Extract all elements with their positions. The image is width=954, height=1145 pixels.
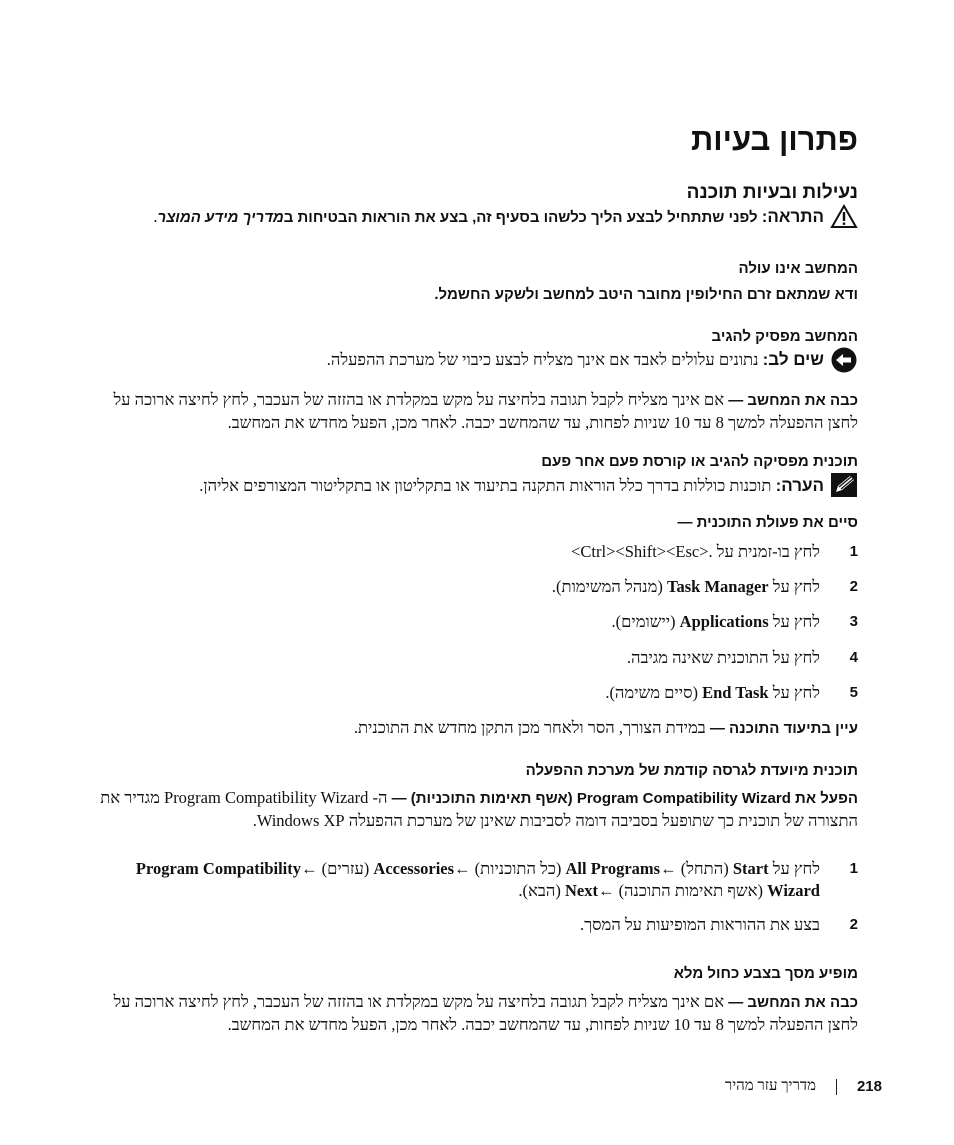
step-number: 4 xyxy=(849,649,858,666)
wizard-step-1 xyxy=(90,858,858,902)
next-he: (הבא). xyxy=(518,881,565,900)
arrow-icon: ← xyxy=(597,881,615,900)
doc-text: במידת הצורך, הסר ולאחר מכן התקן מחדש את התוכנית. xyxy=(353,718,710,737)
step-4 xyxy=(90,647,858,669)
step-text-end: (יישומים). xyxy=(611,612,680,631)
stops-lead: כבה את המחשב — xyxy=(728,392,858,409)
all-programs-label: All Programs xyxy=(565,859,661,878)
all-programs-he: (כל התוכניות) xyxy=(470,859,566,878)
step-ui-term: Task Manager xyxy=(666,577,769,596)
arrow-icon: ← xyxy=(660,859,677,878)
old-os-paragraph xyxy=(90,787,858,832)
notice-hand-icon xyxy=(830,346,858,379)
guide-title: מדריך עזר מהיר xyxy=(724,1078,816,1094)
caution-end: . xyxy=(153,207,158,226)
heading-program-stops: תוכנית מפסיקה להגיב או קורסת פעם אחר פעם xyxy=(541,453,858,470)
step-text: לחץ על xyxy=(768,859,820,878)
caution-doc-title: מדריך מידע המוצר xyxy=(157,209,284,226)
heading-not-start: המחשב אינו עולה xyxy=(738,260,858,277)
caution-text: לפני שתתחיל לבצע הליך כלשהו בסעיף זה, בצע את הוראות הבטיחות ב xyxy=(283,209,762,226)
step-number: 2 xyxy=(849,578,858,595)
step-5 xyxy=(90,682,858,704)
heading-stops: המחשב מפסיק להגיב xyxy=(711,328,858,345)
page-number: 218 xyxy=(856,1078,882,1095)
note-text: תוכנות כוללות בדרך כלל הוראות התקנה בתיעוד או בתקליטון או בתקליטור המצורפים אליהן. xyxy=(199,476,776,495)
footer-divider xyxy=(836,1079,837,1095)
step-text-end: (מנהל המשימות). xyxy=(551,577,667,596)
page-title: פתרון בעיות xyxy=(691,122,858,157)
step-text: לחץ בו-זמנית על xyxy=(712,542,820,561)
text-not-start: ודא שמתאם זרם החילופין מחובר היטב למחשב ולשקע החשמל. xyxy=(434,286,858,303)
note-block xyxy=(90,472,858,503)
step-text: לחץ על xyxy=(768,612,820,631)
note-label: הערה: xyxy=(775,476,824,495)
wizard-label: Program Compatibility Wizard xyxy=(135,859,820,900)
old-os-lead: הפעל את Program Compatibility Wizard (אשף תאימות התוכניות) — xyxy=(391,790,858,807)
arrow-icon: ← xyxy=(454,859,471,878)
notice-text: נתונים עלולים לאבד אם אינך מצליח לבצע כיבוי של מערכת ההפעלה. xyxy=(326,350,763,369)
step-number: 5 xyxy=(849,684,858,701)
start-menu-label: Start xyxy=(732,859,769,878)
next-label: Next xyxy=(564,881,598,900)
page-footer xyxy=(725,1078,882,1095)
heading-end-program: סיים את פעולת התוכנית — xyxy=(677,514,858,531)
note-pencil-icon xyxy=(830,472,858,503)
step-keys: <Ctrl><Shift><Esc>. xyxy=(571,542,713,561)
caution-label: התראה: xyxy=(761,207,824,226)
step-3 xyxy=(90,611,858,633)
blue-screen-lead: כבה את המחשב — xyxy=(728,994,858,1011)
start-he: (התחל) xyxy=(676,859,733,878)
blue-screen-paragraph xyxy=(90,991,858,1036)
old-os-text: ה- Program Compatibility Wizard מגדיר את התצורה של תוכנית כך שתופעל בסביבה דומה לסביבות שאינן של מערכת ההפעלה Windows XP. xyxy=(100,788,858,830)
notice-block xyxy=(90,346,858,379)
step-number: 3 xyxy=(849,613,858,630)
step-2 xyxy=(90,576,858,598)
step-ui-term: End Task xyxy=(702,683,769,702)
step-1 xyxy=(90,541,858,563)
section-title: נעילות ובעיות תוכנה xyxy=(686,182,858,203)
wizard-step-2 xyxy=(90,914,858,936)
caution-notice xyxy=(90,204,858,234)
step-text: לחץ על xyxy=(768,683,820,702)
step-number: 2 xyxy=(849,916,858,933)
wizard-he: (אשף תאימות התוכנה) xyxy=(614,881,768,900)
doc-paragraph xyxy=(90,717,858,740)
doc-lead: עיין בתיעוד התוכנה — xyxy=(709,720,858,737)
heading-old-os: תוכנית מיועדת לגרסה קודמת של מערכת ההפעלה xyxy=(525,762,858,779)
step-text: בצע את ההוראות המופיעות על המסך. xyxy=(579,915,820,934)
accessories-he: (עזרים) xyxy=(317,859,374,878)
heading-blue-screen: מופיע מסך בצבע כחול מלא xyxy=(673,965,858,982)
stops-paragraph xyxy=(90,389,858,434)
notice-label: שים לב: xyxy=(762,350,824,369)
warning-triangle-icon xyxy=(830,204,858,234)
step-ui-term: Applications xyxy=(679,612,769,631)
step-text: לחץ על התוכנית שאינה מגיבה. xyxy=(626,648,820,667)
step-text-end: (סיים משימה). xyxy=(605,683,703,702)
arrow-icon: ← xyxy=(301,859,318,878)
step-text: לחץ על xyxy=(768,577,820,596)
blue-screen-text: אם אינך מצליח לקבל תגובה בלחיצה על מקש במקלדת או בהזזה של העכבר, לחץ לחיצה ארוכה על לחצן ההפעלה למשך 8 עד 10 שניות לפחות, עד שהמחשב יכבה. לאחר מכן, הפעל מחדש את המחשב. xyxy=(113,992,858,1034)
step-number: 1 xyxy=(849,543,858,560)
stops-text: אם אינך מצליח לקבל תגובה בלחיצה על מקש במקלדת או בהזזה של העכבר, לחץ לחיצה ארוכה על לחצן ההפעלה למשך 8 עד 10 שניות לפחות, עד שהמחשב יכבה. לאחר מכן, הפעל מחדש את המחשב. xyxy=(113,390,858,432)
accessories-label: Accessories xyxy=(373,859,455,878)
step-number: 1 xyxy=(849,860,858,877)
